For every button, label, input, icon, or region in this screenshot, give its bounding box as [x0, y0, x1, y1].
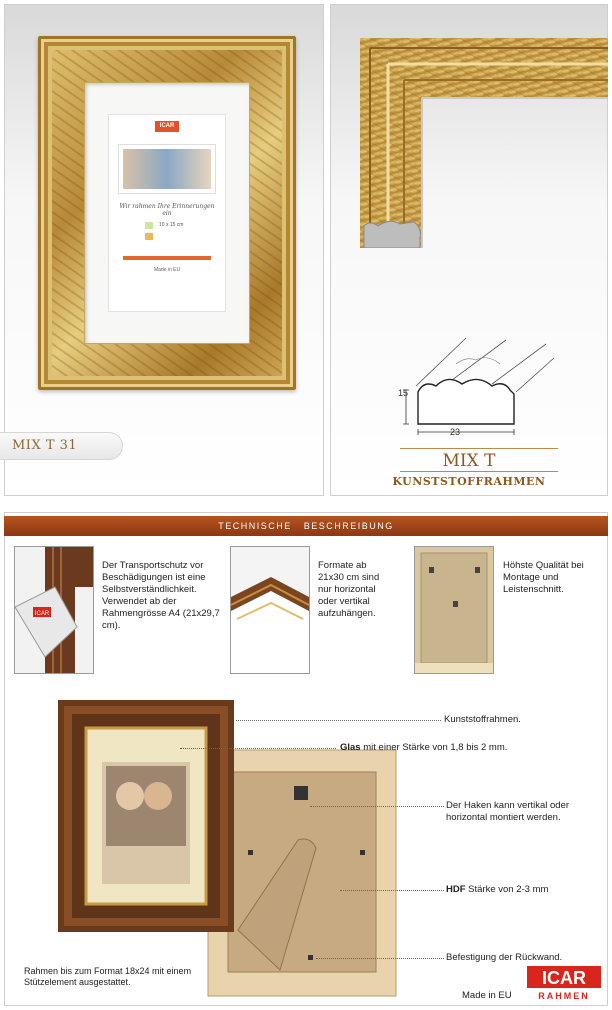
thumb-frame-back [414, 546, 494, 674]
svg-text:ICAR: ICAR [34, 611, 50, 617]
frame-mat [84, 82, 250, 344]
tech-heading: TECHNISCHE BESCHREIBUNG [4, 516, 608, 536]
profile-width-label: 23 [450, 427, 461, 437]
size-swatch-orange [145, 233, 153, 240]
made-in-eu: Made in EU [462, 990, 512, 1001]
profile-height-label: 15 [398, 388, 409, 398]
feature3-text: Höhste Qualität bei Montage und Leistenschnitt. [503, 560, 584, 595]
callout-fastening: Befestigung der Rückwand. [446, 952, 563, 963]
insert-logo: ICAR [155, 121, 179, 132]
profile-cross-section-icon [396, 334, 556, 444]
frame-insert-card [108, 114, 226, 312]
frame-corner-icon [360, 38, 608, 248]
icar-logo-sub: RAHMEN [538, 991, 590, 1000]
title-divider-top [400, 448, 558, 449]
insert-photo [119, 145, 215, 193]
leader-fastening [316, 958, 444, 959]
insert-size-label: 10 x 15 cm [159, 222, 184, 228]
thumb-frame-corner [230, 546, 310, 674]
thumb-corner-protector [14, 546, 94, 674]
feature2-text: Formate ab 21x30 cm sind nur horizontal oder vertikal aufzuhängen. [318, 560, 380, 619]
leader-frame [236, 720, 441, 721]
model-tag-label: MIX T 31 [12, 438, 78, 453]
icar-logo [527, 966, 601, 1000]
callout-glass-rest: mit einer Stärke von 1,8 bis 2 mm. [360, 742, 508, 753]
callout-glass [340, 742, 507, 753]
callout-stand: Rahmen bis zum Format 18x24 mit einem Stützelement ausgestattet. [24, 966, 192, 987]
material-title: KUNSTSTOFFRAHMEN [392, 475, 546, 488]
callout-frame: Kunststoffrahmen. [444, 714, 521, 725]
icar-logo-brand: ICAR [542, 968, 586, 988]
callout-glass-bold: Glas [340, 742, 361, 753]
callout-hdf-rest: Stärke von 2-3 mm [465, 884, 549, 895]
title-divider-middle [400, 471, 558, 472]
size-swatch-green [145, 222, 153, 229]
callout-hdf-bold: HDF [446, 884, 466, 895]
leader-hook [310, 806, 444, 807]
feature1-text: Der Transportschutz vor Beschädigungen ist eine Selbstverständlichkeit. Verwendet ab der Rahmengrösse A4 (21x29,7 cm). [102, 560, 220, 631]
insert-made-in: Made in EU [153, 267, 181, 273]
callout-hook: Der Haken kann vertikal oder horizontal montiert werden. [446, 800, 570, 823]
leader-glass [180, 748, 336, 749]
model-tag [0, 432, 123, 460]
series-title: MIX T [442, 451, 496, 471]
gold-frame-image [38, 36, 296, 390]
insert-orange-bar [123, 256, 211, 260]
insert-tagline: Wir rahmen Ihre Erinnerungen ein [119, 203, 215, 217]
callout-hdf [446, 884, 548, 895]
leader-hdf [340, 890, 444, 891]
